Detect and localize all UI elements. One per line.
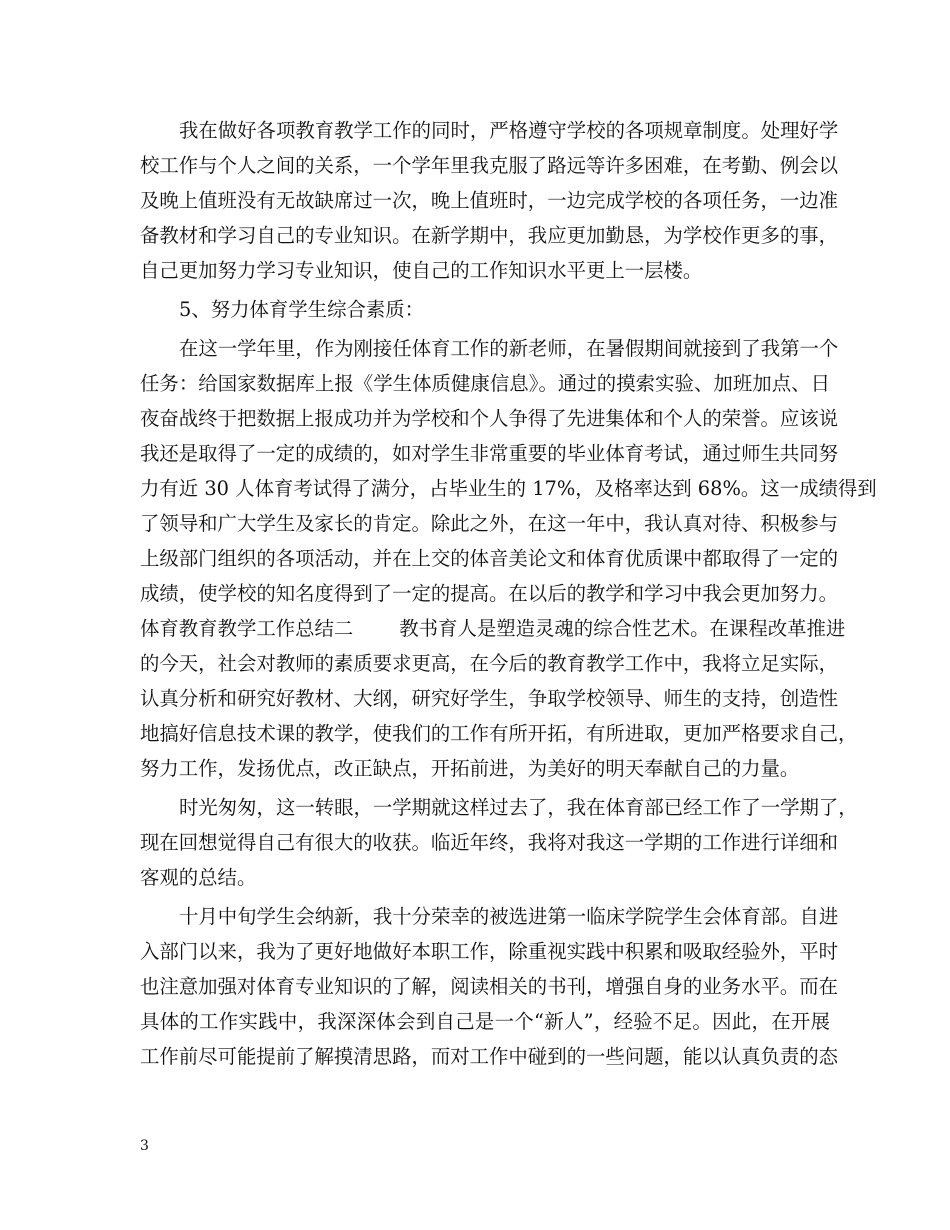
text-line: 也注意加强对体育专业知识的了解，阅读相关的书刊，增强自身的业务水平。而在 xyxy=(140,975,839,998)
text-line: 入部门以来，我为了更好地做好本职工作，除重视实践中积累和吸取经验外，平时 xyxy=(140,940,839,963)
text-line: 努力工作，发扬优点，改正缺点，开拓前进，为美好的明天奉献自己的力量。 xyxy=(140,757,800,780)
text-line: 十月中旬学生会纳新，我十分荣幸的被选进第一临床学院学生会体育部。自进 xyxy=(179,905,839,928)
text-line: 我还是取得了一定的成绩的，如对学生非常重要的毕业体育考试，通过师生共同努 xyxy=(140,442,839,465)
text-line: 的今天，社会对教师的素质要求更高，在今后的教育教学工作中，我将立足实际， xyxy=(140,652,839,675)
text-line: 校工作与个人之间的关系，一个学年里我克服了路远等许多困难，在考勤、例会以 xyxy=(140,154,839,177)
section-title: 体育教育教学工作总结二 xyxy=(140,617,354,640)
text-line: 成绩，使学校的知名度得到了一定的提高。在以后的教学和学习中我会更加努力。 xyxy=(140,582,839,605)
text-line: 时光匆匆，这一转眼，一学期就这样过去了，我在体育部已经工作了一学期了， xyxy=(179,796,858,819)
text-line: 了领导和广大学生及家长的肯定。除此之外，在这一年中，我认真对待、积极参与 xyxy=(140,512,839,535)
text-line: 工作前尽可能提前了解摸清思路，而对工作中碰到的一些问题，能以认真负责的态 xyxy=(140,1045,839,1068)
text-line: 备教材和学习自己的专业知识。在新学期中，我应更加勤恳，为学校作更多的事， xyxy=(140,224,839,247)
text-line: 夜奋战终于把数据上报成功并为学校和个人争得了先进集体和个人的荣誉。应该说 xyxy=(140,407,839,430)
text-line: 任务：给国家数据库上报《学生体质健康信息》。通过的摸索实验、加班加点、日 xyxy=(140,372,830,395)
section-intro: 教书育人是塑造灵魂的综合性艺术。在课程改革推进 xyxy=(399,617,846,640)
page-number: 3 xyxy=(140,1138,149,1154)
text-line: 现在回想觉得自己有很大的收获。临近年终，我将对我这一学期的工作进行详细和 xyxy=(140,831,839,854)
text-line: 客观的总结。 xyxy=(140,866,257,889)
text-line: 地搞好信息技术课的教学，使我们的工作有所开拓，有所进取，更加严格要求自己， xyxy=(140,722,858,745)
text-line xyxy=(140,616,846,642)
text-line: 及晚上值班没有无故缺席过一次，晚上值班时，一边完成学校的各项任务，一边准 xyxy=(140,189,839,212)
text-line: 我在做好各项教育教学工作的同时，严格遵守学校的各项规章制度。处理好学 xyxy=(179,119,839,142)
text-line: 上级部门组织的各项活动，并在上交的体音美论文和体育优质课中都取得了一定的 xyxy=(140,547,839,570)
text-line: 具体的工作实践中，我深深体会到自己是一个“新人”，经验不足。因此，在开展 xyxy=(140,1010,830,1033)
text-line: 自己更加努力学习专业知识，使自己的工作知识水平更上一层楼。 xyxy=(140,259,703,282)
text-line: 5、努力体育学生综合素质： xyxy=(179,298,425,321)
text-line: 力有近 30 人体育考试得了满分，占毕业生的 17%，及格率达到 68%。这一成绩得到 xyxy=(140,477,877,500)
text-line: 认真分析和研究好教材、大纲，研究好学生，争取学校领导、师生的支持，创造性 xyxy=(140,687,839,710)
text-line: 在这一学年里，作为刚接任体育工作的新老师，在暑假期间就接到了我第一个 xyxy=(179,337,839,360)
